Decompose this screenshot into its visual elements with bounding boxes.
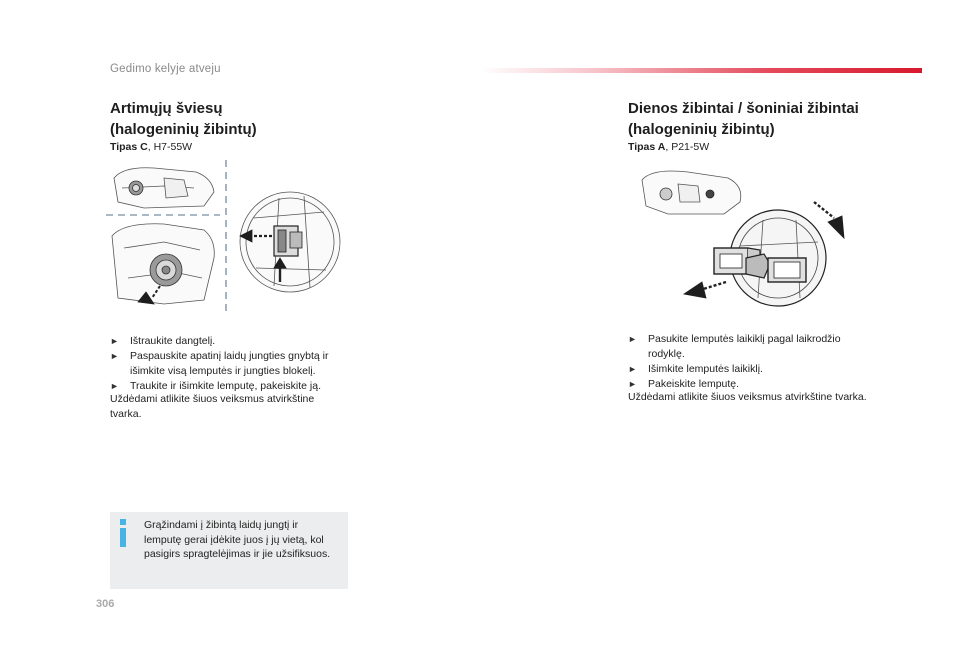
left-closing-text: Uždėdami atlikite šiuos veiksmus atvirkštine tvarka. <box>110 393 315 420</box>
left-steps-list <box>110 334 345 394</box>
bullet-marker-icon: ► <box>628 364 637 374</box>
bullet-marker-icon: ► <box>110 381 119 391</box>
right-section-title <box>628 98 928 140</box>
right-bulb-type <box>628 141 709 153</box>
step-text: Pakeiskite lemputę. <box>648 378 740 390</box>
left-title-line2: (halogeninių žibintų) <box>110 121 257 138</box>
step-text: Pasukite lemputės laikiklį pagal laikrodžio rodyklę. <box>648 333 841 360</box>
info-icon <box>116 518 130 548</box>
step-text: Traukite ir išimkite lemputę, pakeiskite ją. <box>130 380 322 392</box>
headlight-low-beam-illustration <box>104 158 344 318</box>
right-type-value: , P21-5W <box>665 141 710 153</box>
left-type-label: Tipas C <box>110 141 148 153</box>
bullet-marker-icon: ► <box>110 351 119 361</box>
list-item <box>628 362 868 377</box>
left-section-title <box>110 98 370 140</box>
info-note-text: Grąžindami į žibintą laidų jungtį ir lemputę gerai įdėkite juos į jų vietą, kol pasigirs spragtelėjimas ir jie užsifiksuos. <box>144 519 331 560</box>
list-item <box>110 349 345 379</box>
right-closing-text: Uždėdami atlikite šiuos veiksmus atvirkštine tvarka. <box>628 391 867 403</box>
left-bulb-type <box>110 141 192 153</box>
right-steps-list <box>628 332 868 392</box>
bullet-marker-icon: ► <box>628 379 637 389</box>
section-title: Gedimo kelyje atveju <box>110 63 221 75</box>
step-text: Ištraukite dangtelį. <box>130 335 216 347</box>
daytime-light-illustration <box>628 158 858 308</box>
left-title-line1: Artimųjų šviesų <box>110 100 223 117</box>
right-type-label: Tipas A <box>628 141 666 153</box>
right-title-line2: (halogeninių žibintų) <box>628 121 775 138</box>
page-number: 306 <box>96 598 115 610</box>
bullet-marker-icon: ► <box>110 336 119 346</box>
step-text: Paspauskite apatinį laidų jungties gnybtą ir išimkite visą lemputės ir jungties blokelį. <box>130 350 329 377</box>
info-note <box>110 512 348 589</box>
right-title-line1: Dienos žibintai / šoniniai žibintai <box>628 100 859 117</box>
list-item <box>110 334 345 349</box>
left-type-value: , H7-55W <box>147 141 193 153</box>
list-item <box>628 332 868 362</box>
bullet-marker-icon: ► <box>628 334 637 344</box>
step-text: Išimkite lemputės laikiklį. <box>648 363 763 375</box>
section-accent-bar <box>480 68 922 73</box>
